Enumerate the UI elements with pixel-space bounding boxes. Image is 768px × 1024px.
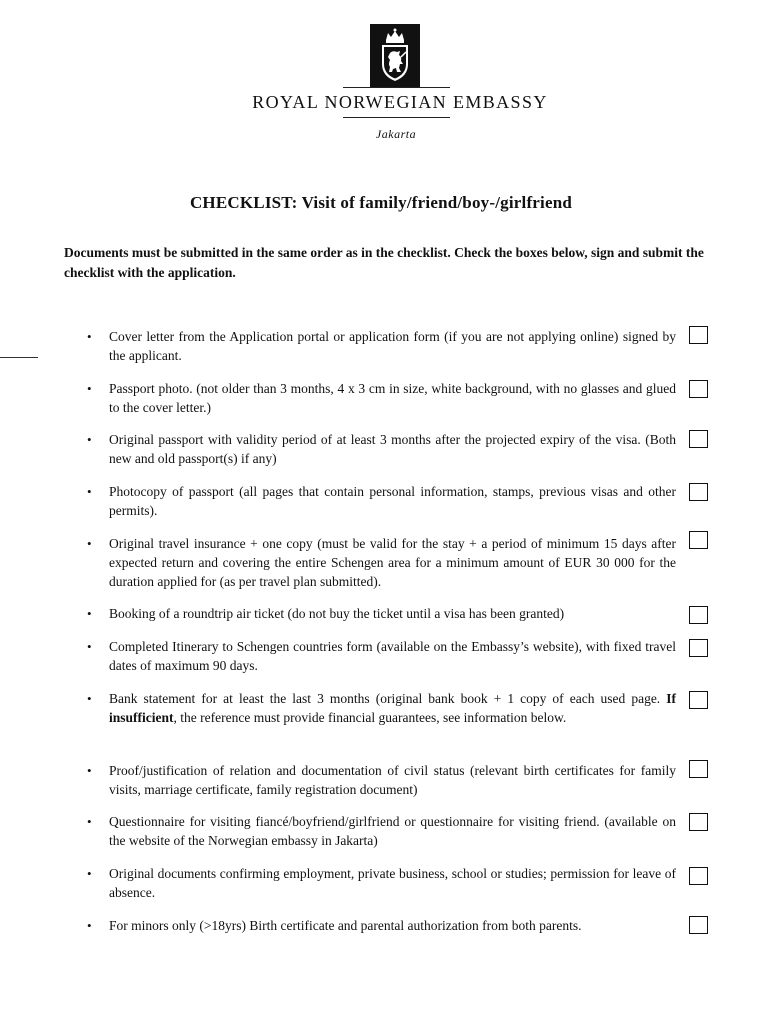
header-rule-bottom	[343, 117, 450, 118]
bank-text-emphasis: If insufficient	[109, 691, 676, 725]
checklist-checkbox[interactable]	[689, 916, 708, 934]
embassy-city: Jakarta	[375, 127, 417, 141]
bullet: •	[87, 691, 92, 706]
checklist-checkbox[interactable]	[689, 639, 708, 657]
bullet: •	[87, 484, 92, 499]
checklist-item-text: Completed Itinerary to Schengen countries form (available on the Embassy’s website), with fixed travel dates of maximum 90 days.	[109, 639, 676, 673]
margin-line	[0, 357, 38, 358]
embassy-name: ROYAL NORWEGIAN EMBASSY	[252, 92, 548, 112]
checklist-item-text: Cover letter from the Application portal or application form (if you are not applying online) signed by the applicant.	[109, 329, 676, 363]
header-rule-top	[343, 87, 450, 88]
bullet: •	[87, 432, 92, 447]
checklist-item-text: Questionnaire for visiting fiancé/boyfriend/girlfriend or questionnaire for visiting friend. (available on the website of the Norwegian embassy in Jakarta)	[109, 814, 676, 848]
checklist-checkbox[interactable]	[689, 483, 708, 501]
checklist-checkbox[interactable]	[689, 813, 708, 831]
bullet: •	[87, 329, 92, 344]
bullet: •	[87, 639, 92, 654]
checklist-item-text: Original passport with validity period of at least 3 months after the projected expiry of the visa. (Both new and old passport(s) if any)	[109, 432, 676, 466]
bank-text-end: , the reference must provide financial guarantees, see information below.	[173, 710, 567, 725]
checklist-item-text: Passport photo. (not older than 3 months, 4 x 3 cm in size, white background, with no glasses and glued to the cover letter.)	[109, 381, 676, 415]
letterhead	[0, 0, 768, 150]
checklist-checkbox[interactable]	[689, 430, 708, 448]
checklist-checkbox[interactable]	[689, 326, 708, 344]
bullet: •	[87, 536, 92, 551]
checklist-checkbox[interactable]	[689, 531, 708, 549]
checklist-item-text: Booking of a roundtrip air ticket (do not buy the ticket until a visa has been granted)	[109, 606, 565, 621]
bullet: •	[87, 381, 92, 396]
checklist-checkbox[interactable]	[689, 867, 708, 885]
bullet: •	[87, 763, 92, 778]
checklist-checkbox[interactable]	[689, 380, 708, 398]
checklist-checkbox[interactable]	[689, 691, 708, 709]
bullet: •	[87, 918, 92, 933]
page-title: CHECKLIST: Visit of family/friend/boy-/girlfriend	[189, 193, 573, 212]
checklist-item-text: Photocopy of passport (all pages that contain personal information, stamps, previous visas and other permits).	[109, 484, 676, 518]
checklist-item-text	[109, 689, 676, 727]
checklist-item-text: Original documents confirming employment, private business, school or studies; permission for leave of absence.	[109, 866, 676, 900]
coat-of-arms-icon	[370, 24, 420, 88]
bullet: •	[87, 606, 92, 621]
checklist-checkbox[interactable]	[689, 760, 708, 778]
instructions-text: Documents must be submitted in the same order as in the checklist. Check the boxes below, sign and submit the checklist with the application.	[64, 245, 704, 280]
checklist-item-text: Proof/justification of relation and documentation of civil status (relevant birth certificates for family visits, marriage certificate, family registration document)	[109, 763, 676, 797]
checklist-checkbox[interactable]	[689, 606, 708, 624]
bank-text-start: Bank statement for at least the last 3 months (original bank book + 1 copy of each used page.	[109, 691, 667, 706]
bullet: •	[87, 814, 92, 829]
bullet: •	[87, 866, 92, 881]
checklist-item-text: Original travel insurance + one copy (must be valid for the stay + a period of minimum 15 days after expected return and covering the entire Schengen area for a minimum amount of EUR 30 000 for the duration applied for (as per travel plan submitted).	[109, 536, 676, 589]
checklist-item-text: For minors only (>18yrs) Birth certificate and parental authorization from both parents.	[109, 918, 582, 933]
